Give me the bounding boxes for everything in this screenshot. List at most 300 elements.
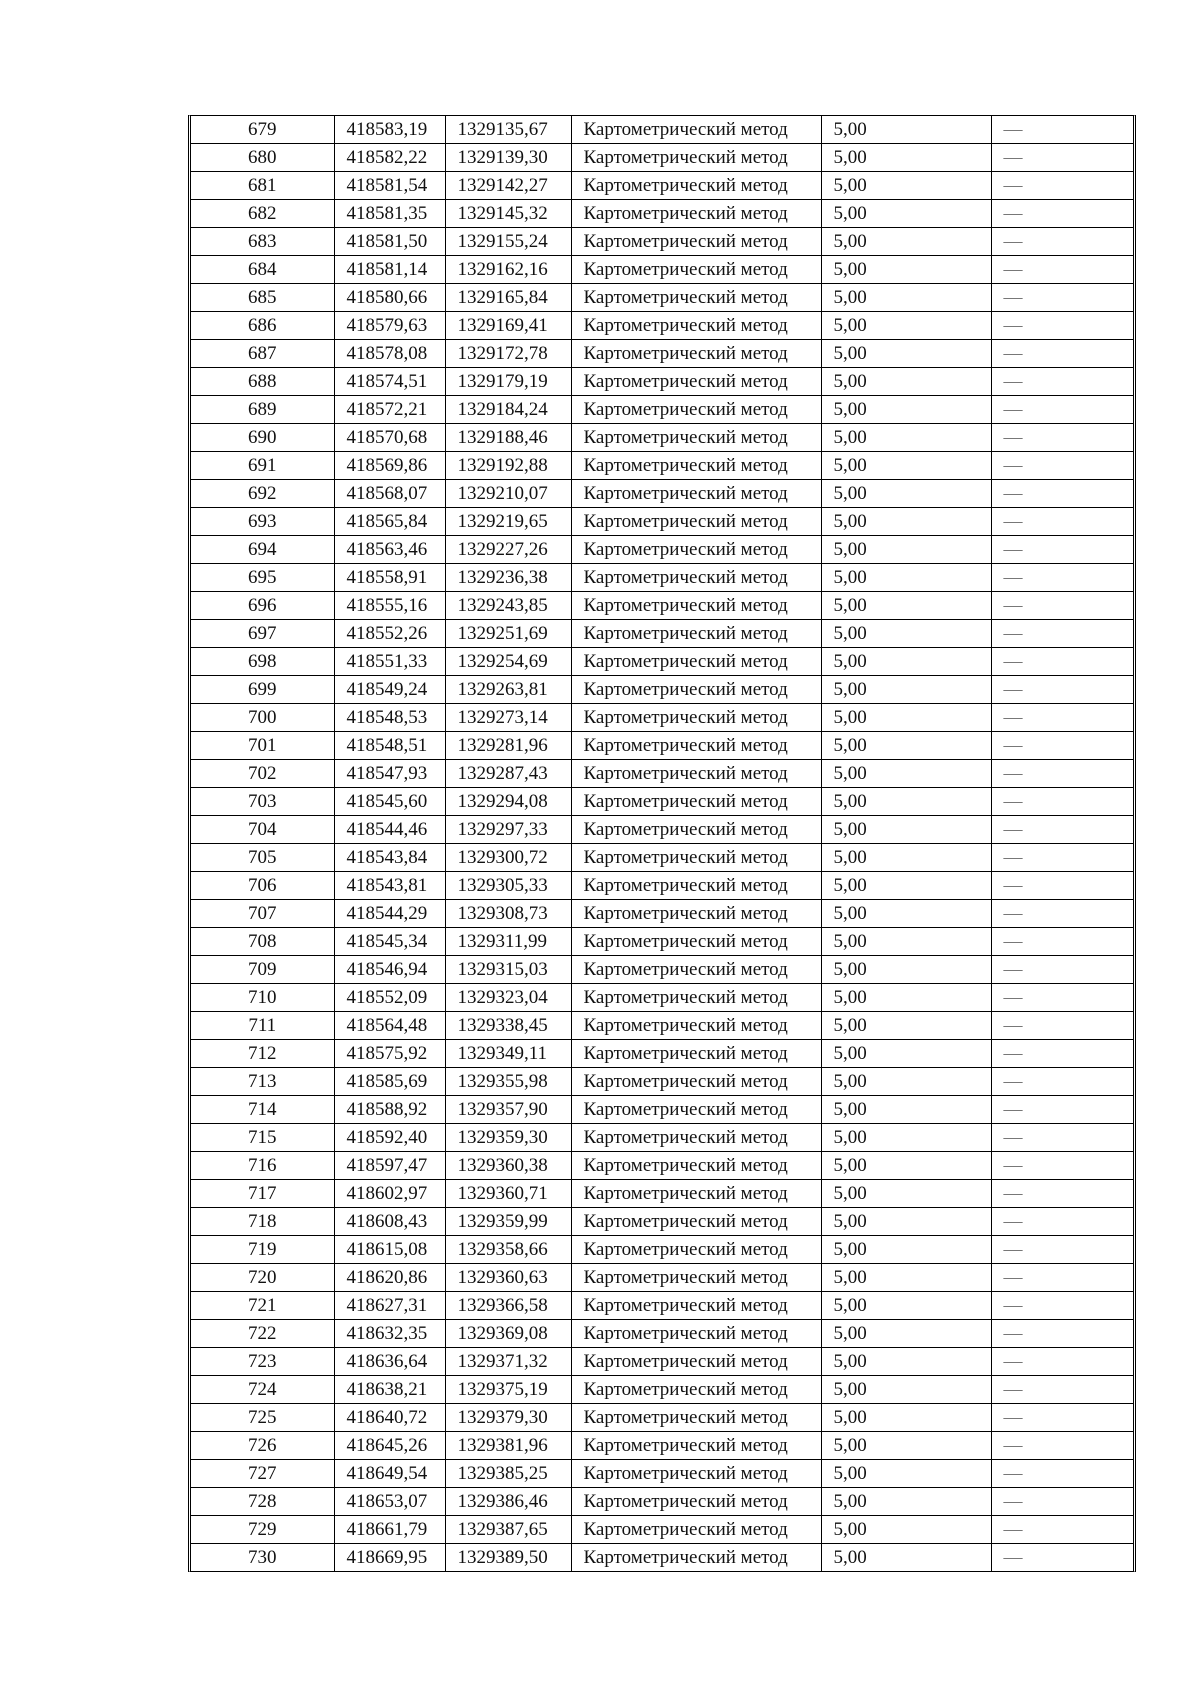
method-cell: Картометрический метод [571, 900, 821, 928]
method-cell: Картометрический метод [571, 1236, 821, 1264]
accuracy-cell: 5,00 [821, 1488, 991, 1516]
point-number-cell: 714 [191, 1096, 334, 1124]
point-number-cell: 697 [191, 620, 334, 648]
method-cell: Картометрический метод [571, 480, 821, 508]
note-cell: — [991, 508, 1133, 536]
method-cell: Картометрический метод [571, 340, 821, 368]
accuracy-cell: 5,00 [821, 900, 991, 928]
y-coordinate-cell: 1329338,45 [445, 1012, 571, 1040]
accuracy-cell: 5,00 [821, 1180, 991, 1208]
note-cell: — [991, 256, 1133, 284]
note-cell: — [991, 452, 1133, 480]
accuracy-cell: 5,00 [821, 396, 991, 424]
note-cell: — [991, 424, 1133, 452]
x-coordinate-cell: 418581,50 [334, 228, 445, 256]
x-coordinate-cell: 418608,43 [334, 1208, 445, 1236]
table-row [191, 620, 1133, 648]
note-cell: — [991, 312, 1133, 340]
accuracy-cell: 5,00 [821, 1320, 991, 1348]
table-row [191, 788, 1133, 816]
note-cell: — [991, 648, 1133, 676]
method-cell: Картометрический метод [571, 732, 821, 760]
method-cell: Картометрический метод [571, 228, 821, 256]
note-cell: — [991, 1460, 1133, 1488]
method-cell: Картометрический метод [571, 1516, 821, 1544]
table-row [191, 956, 1133, 984]
note-cell: — [991, 900, 1133, 928]
note-cell: — [991, 1292, 1133, 1320]
note-cell: — [991, 1432, 1133, 1460]
y-coordinate-cell: 1329359,30 [445, 1124, 571, 1152]
point-number-cell: 705 [191, 844, 334, 872]
table-row [191, 424, 1133, 452]
y-coordinate-cell: 1329294,08 [445, 788, 571, 816]
x-coordinate-cell: 418640,72 [334, 1404, 445, 1432]
note-cell: — [991, 1208, 1133, 1236]
point-number-cell: 681 [191, 172, 334, 200]
table-row [191, 732, 1133, 760]
point-number-cell: 696 [191, 592, 334, 620]
point-number-cell: 727 [191, 1460, 334, 1488]
accuracy-cell: 5,00 [821, 788, 991, 816]
note-cell: — [991, 1320, 1133, 1348]
x-coordinate-cell: 418649,54 [334, 1460, 445, 1488]
table-row [191, 284, 1133, 312]
note-cell: — [991, 340, 1133, 368]
x-coordinate-cell: 418636,64 [334, 1348, 445, 1376]
x-coordinate-cell: 418549,24 [334, 676, 445, 704]
table-row [191, 1068, 1133, 1096]
note-cell: — [991, 564, 1133, 592]
point-number-cell: 722 [191, 1320, 334, 1348]
table-row [191, 816, 1133, 844]
note-cell: — [991, 1348, 1133, 1376]
accuracy-cell: 5,00 [821, 704, 991, 732]
method-cell: Картометрический метод [571, 620, 821, 648]
point-number-cell: 701 [191, 732, 334, 760]
table-row [191, 228, 1133, 256]
y-coordinate-cell: 1329360,71 [445, 1180, 571, 1208]
point-number-cell: 707 [191, 900, 334, 928]
accuracy-cell: 5,00 [821, 648, 991, 676]
method-cell: Картометрический метод [571, 1376, 821, 1404]
y-coordinate-cell: 1329366,58 [445, 1292, 571, 1320]
note-cell: — [991, 620, 1133, 648]
accuracy-cell: 5,00 [821, 480, 991, 508]
point-number-cell: 715 [191, 1124, 334, 1152]
table-row [191, 256, 1133, 284]
point-number-cell: 702 [191, 760, 334, 788]
table-row [191, 536, 1133, 564]
table-row [191, 1040, 1133, 1068]
x-coordinate-cell: 418581,54 [334, 172, 445, 200]
x-coordinate-cell: 418645,26 [334, 1432, 445, 1460]
method-cell: Картометрический метод [571, 284, 821, 312]
accuracy-cell: 5,00 [821, 732, 991, 760]
y-coordinate-cell: 1329179,19 [445, 368, 571, 396]
point-number-cell: 690 [191, 424, 334, 452]
x-coordinate-cell: 418543,81 [334, 872, 445, 900]
y-coordinate-cell: 1329371,32 [445, 1348, 571, 1376]
method-cell: Картометрический метод [571, 1264, 821, 1292]
method-cell: Картометрический метод [571, 172, 821, 200]
note-cell: — [991, 228, 1133, 256]
accuracy-cell: 5,00 [821, 1348, 991, 1376]
table-row [191, 368, 1133, 396]
table-row [191, 900, 1133, 928]
note-cell: — [991, 872, 1133, 900]
table-row [191, 1348, 1133, 1376]
x-coordinate-cell: 418545,34 [334, 928, 445, 956]
note-cell: — [991, 116, 1133, 144]
method-cell: Картометрический метод [571, 816, 821, 844]
x-coordinate-cell: 418545,60 [334, 788, 445, 816]
method-cell: Картометрический метод [571, 1180, 821, 1208]
note-cell: — [991, 1488, 1133, 1516]
point-number-cell: 698 [191, 648, 334, 676]
table-row [191, 340, 1133, 368]
accuracy-cell: 5,00 [821, 116, 991, 144]
point-number-cell: 688 [191, 368, 334, 396]
point-number-cell: 685 [191, 284, 334, 312]
method-cell: Картометрический метод [571, 984, 821, 1012]
x-coordinate-cell: 418620,86 [334, 1264, 445, 1292]
method-cell: Картометрический метод [571, 928, 821, 956]
point-number-cell: 683 [191, 228, 334, 256]
method-cell: Картометрический метод [571, 592, 821, 620]
table-row [191, 1544, 1133, 1572]
table-row [191, 1012, 1133, 1040]
accuracy-cell: 5,00 [821, 592, 991, 620]
method-cell: Картометрический метод [571, 1348, 821, 1376]
table-row [191, 1236, 1133, 1264]
y-coordinate-cell: 1329251,69 [445, 620, 571, 648]
note-cell: — [991, 1068, 1133, 1096]
accuracy-cell: 5,00 [821, 564, 991, 592]
y-coordinate-cell: 1329162,16 [445, 256, 571, 284]
point-number-cell: 695 [191, 564, 334, 592]
accuracy-cell: 5,00 [821, 284, 991, 312]
point-number-cell: 704 [191, 816, 334, 844]
method-cell: Картометрический метод [571, 256, 821, 284]
accuracy-cell: 5,00 [821, 844, 991, 872]
accuracy-cell: 5,00 [821, 200, 991, 228]
y-coordinate-cell: 1329358,66 [445, 1236, 571, 1264]
x-coordinate-cell: 418578,08 [334, 340, 445, 368]
table-row [191, 172, 1133, 200]
accuracy-cell: 5,00 [821, 1152, 991, 1180]
point-number-cell: 725 [191, 1404, 334, 1432]
note-cell: — [991, 760, 1133, 788]
accuracy-cell: 5,00 [821, 1124, 991, 1152]
note-cell: — [991, 816, 1133, 844]
accuracy-cell: 5,00 [821, 1292, 991, 1320]
accuracy-cell: 5,00 [821, 1404, 991, 1432]
method-cell: Картометрический метод [571, 1404, 821, 1432]
y-coordinate-cell: 1329323,04 [445, 984, 571, 1012]
x-coordinate-cell: 418574,51 [334, 368, 445, 396]
table-row [191, 704, 1133, 732]
note-cell: — [991, 1236, 1133, 1264]
y-coordinate-cell: 1329375,19 [445, 1376, 571, 1404]
method-cell: Картометрический метод [571, 1208, 821, 1236]
table-row [191, 648, 1133, 676]
note-cell: — [991, 592, 1133, 620]
method-cell: Картометрический метод [571, 1124, 821, 1152]
method-cell: Картометрический метод [571, 1432, 821, 1460]
table-row [191, 1488, 1133, 1516]
point-number-cell: 717 [191, 1180, 334, 1208]
y-coordinate-cell: 1329142,27 [445, 172, 571, 200]
table-row [191, 452, 1133, 480]
note-cell: — [991, 368, 1133, 396]
accuracy-cell: 5,00 [821, 1516, 991, 1544]
y-coordinate-cell: 1329355,98 [445, 1068, 571, 1096]
y-coordinate-cell: 1329243,85 [445, 592, 571, 620]
point-number-cell: 706 [191, 872, 334, 900]
method-cell: Картометрический метод [571, 536, 821, 564]
y-coordinate-cell: 1329349,11 [445, 1040, 571, 1068]
note-cell: — [991, 172, 1133, 200]
table-row [191, 1376, 1133, 1404]
note-cell: — [991, 284, 1133, 312]
y-coordinate-cell: 1329145,32 [445, 200, 571, 228]
y-coordinate-cell: 1329263,81 [445, 676, 571, 704]
accuracy-cell: 5,00 [821, 228, 991, 256]
x-coordinate-cell: 418558,91 [334, 564, 445, 592]
method-cell: Картометрический метод [571, 1012, 821, 1040]
method-cell: Картометрический метод [571, 1544, 821, 1572]
y-coordinate-cell: 1329360,63 [445, 1264, 571, 1292]
x-coordinate-cell: 418543,84 [334, 844, 445, 872]
x-coordinate-cell: 418632,35 [334, 1320, 445, 1348]
x-coordinate-cell: 418583,19 [334, 116, 445, 144]
x-coordinate-cell: 418546,94 [334, 956, 445, 984]
table-row [191, 1460, 1133, 1488]
note-cell: — [991, 844, 1133, 872]
method-cell: Картометрический метод [571, 1152, 821, 1180]
y-coordinate-cell: 1329192,88 [445, 452, 571, 480]
accuracy-cell: 5,00 [821, 1208, 991, 1236]
y-coordinate-cell: 1329210,07 [445, 480, 571, 508]
note-cell: — [991, 1376, 1133, 1404]
point-number-cell: 680 [191, 144, 334, 172]
accuracy-cell: 5,00 [821, 144, 991, 172]
note-cell: — [991, 928, 1133, 956]
point-number-cell: 712 [191, 1040, 334, 1068]
method-cell: Картометрический метод [571, 844, 821, 872]
table-row [191, 1180, 1133, 1208]
accuracy-cell: 5,00 [821, 1012, 991, 1040]
y-coordinate-cell: 1329369,08 [445, 1320, 571, 1348]
point-number-cell: 726 [191, 1432, 334, 1460]
y-coordinate-cell: 1329172,78 [445, 340, 571, 368]
note-cell: — [991, 788, 1133, 816]
point-number-cell: 709 [191, 956, 334, 984]
table-row [191, 508, 1133, 536]
accuracy-cell: 5,00 [821, 536, 991, 564]
x-coordinate-cell: 418552,09 [334, 984, 445, 1012]
x-coordinate-cell: 418570,68 [334, 424, 445, 452]
accuracy-cell: 5,00 [821, 1376, 991, 1404]
point-number-cell: 710 [191, 984, 334, 1012]
accuracy-cell: 5,00 [821, 1040, 991, 1068]
y-coordinate-cell: 1329360,38 [445, 1152, 571, 1180]
accuracy-cell: 5,00 [821, 1096, 991, 1124]
point-number-cell: 720 [191, 1264, 334, 1292]
accuracy-cell: 5,00 [821, 312, 991, 340]
x-coordinate-cell: 418572,21 [334, 396, 445, 424]
note-cell: — [991, 396, 1133, 424]
note-cell: — [991, 704, 1133, 732]
y-coordinate-cell: 1329287,43 [445, 760, 571, 788]
point-number-cell: 718 [191, 1208, 334, 1236]
accuracy-cell: 5,00 [821, 508, 991, 536]
method-cell: Картометрический метод [571, 116, 821, 144]
note-cell: — [991, 732, 1133, 760]
accuracy-cell: 5,00 [821, 1236, 991, 1264]
point-number-cell: 699 [191, 676, 334, 704]
accuracy-cell: 5,00 [821, 1264, 991, 1292]
accuracy-cell: 5,00 [821, 424, 991, 452]
y-coordinate-cell: 1329188,46 [445, 424, 571, 452]
point-number-cell: 711 [191, 1012, 334, 1040]
accuracy-cell: 5,00 [821, 816, 991, 844]
y-coordinate-cell: 1329315,03 [445, 956, 571, 984]
x-coordinate-cell: 418585,69 [334, 1068, 445, 1096]
table-row [191, 1404, 1133, 1432]
accuracy-cell: 5,00 [821, 872, 991, 900]
y-coordinate-cell: 1329300,72 [445, 844, 571, 872]
table-row [191, 872, 1133, 900]
method-cell: Картометрический метод [571, 1460, 821, 1488]
y-coordinate-cell: 1329359,99 [445, 1208, 571, 1236]
accuracy-cell: 5,00 [821, 620, 991, 648]
method-cell: Картометрический метод [571, 1488, 821, 1516]
coordinates-table-frame [188, 115, 1136, 1572]
note-cell: — [991, 1012, 1133, 1040]
y-coordinate-cell: 1329308,73 [445, 900, 571, 928]
accuracy-cell: 5,00 [821, 760, 991, 788]
point-number-cell: 692 [191, 480, 334, 508]
y-coordinate-cell: 1329305,33 [445, 872, 571, 900]
x-coordinate-cell: 418581,35 [334, 200, 445, 228]
method-cell: Картометрический метод [571, 1040, 821, 1068]
point-number-cell: 729 [191, 1516, 334, 1544]
accuracy-cell: 5,00 [821, 1068, 991, 1096]
x-coordinate-cell: 418575,92 [334, 1040, 445, 1068]
y-coordinate-cell: 1329381,96 [445, 1432, 571, 1460]
method-cell: Картометрический метод [571, 452, 821, 480]
method-cell: Картометрический метод [571, 1068, 821, 1096]
note-cell: — [991, 1516, 1133, 1544]
note-cell: — [991, 984, 1133, 1012]
table-row [191, 312, 1133, 340]
point-number-cell: 691 [191, 452, 334, 480]
table-row [191, 1152, 1133, 1180]
accuracy-cell: 5,00 [821, 368, 991, 396]
x-coordinate-cell: 418569,86 [334, 452, 445, 480]
point-number-cell: 686 [191, 312, 334, 340]
x-coordinate-cell: 418547,93 [334, 760, 445, 788]
method-cell: Картометрический метод [571, 676, 821, 704]
point-number-cell: 687 [191, 340, 334, 368]
accuracy-cell: 5,00 [821, 1544, 991, 1572]
y-coordinate-cell: 1329389,50 [445, 1544, 571, 1572]
x-coordinate-cell: 418615,08 [334, 1236, 445, 1264]
table-row [191, 1124, 1133, 1152]
y-coordinate-cell: 1329165,84 [445, 284, 571, 312]
x-coordinate-cell: 418653,07 [334, 1488, 445, 1516]
table-row [191, 1264, 1133, 1292]
x-coordinate-cell: 418588,92 [334, 1096, 445, 1124]
table-row [191, 928, 1133, 956]
note-cell: — [991, 1264, 1133, 1292]
note-cell: — [991, 1096, 1133, 1124]
table-row [191, 1208, 1133, 1236]
y-coordinate-cell: 1329357,90 [445, 1096, 571, 1124]
x-coordinate-cell: 418548,51 [334, 732, 445, 760]
point-number-cell: 684 [191, 256, 334, 284]
y-coordinate-cell: 1329311,99 [445, 928, 571, 956]
y-coordinate-cell: 1329385,25 [445, 1460, 571, 1488]
method-cell: Картометрический метод [571, 508, 821, 536]
note-cell: — [991, 676, 1133, 704]
method-cell: Картометрический метод [571, 144, 821, 172]
point-number-cell: 721 [191, 1292, 334, 1320]
x-coordinate-cell: 418592,40 [334, 1124, 445, 1152]
x-coordinate-cell: 418597,47 [334, 1152, 445, 1180]
x-coordinate-cell: 418544,46 [334, 816, 445, 844]
table-row [191, 396, 1133, 424]
point-number-cell: 682 [191, 200, 334, 228]
table-row [191, 1432, 1133, 1460]
accuracy-cell: 5,00 [821, 256, 991, 284]
x-coordinate-cell: 418551,33 [334, 648, 445, 676]
accuracy-cell: 5,00 [821, 452, 991, 480]
method-cell: Картометрический метод [571, 1096, 821, 1124]
x-coordinate-cell: 418544,29 [334, 900, 445, 928]
y-coordinate-cell: 1329254,69 [445, 648, 571, 676]
y-coordinate-cell: 1329273,14 [445, 704, 571, 732]
accuracy-cell: 5,00 [821, 1460, 991, 1488]
accuracy-cell: 5,00 [821, 172, 991, 200]
table-row [191, 1516, 1133, 1544]
x-coordinate-cell: 418638,21 [334, 1376, 445, 1404]
method-cell: Картометрический метод [571, 872, 821, 900]
y-coordinate-cell: 1329227,26 [445, 536, 571, 564]
x-coordinate-cell: 418582,22 [334, 144, 445, 172]
x-coordinate-cell: 418548,53 [334, 704, 445, 732]
point-number-cell: 703 [191, 788, 334, 816]
y-coordinate-cell: 1329169,41 [445, 312, 571, 340]
x-coordinate-cell: 418580,66 [334, 284, 445, 312]
table-row [191, 984, 1133, 1012]
y-coordinate-cell: 1329219,65 [445, 508, 571, 536]
y-coordinate-cell: 1329236,38 [445, 564, 571, 592]
table-row [191, 480, 1133, 508]
note-cell: — [991, 200, 1133, 228]
y-coordinate-cell: 1329184,24 [445, 396, 571, 424]
accuracy-cell: 5,00 [821, 984, 991, 1012]
point-number-cell: 679 [191, 116, 334, 144]
note-cell: — [991, 1180, 1133, 1208]
note-cell: — [991, 956, 1133, 984]
method-cell: Картометрический метод [571, 1292, 821, 1320]
note-cell: — [991, 536, 1133, 564]
accuracy-cell: 5,00 [821, 1432, 991, 1460]
accuracy-cell: 5,00 [821, 928, 991, 956]
